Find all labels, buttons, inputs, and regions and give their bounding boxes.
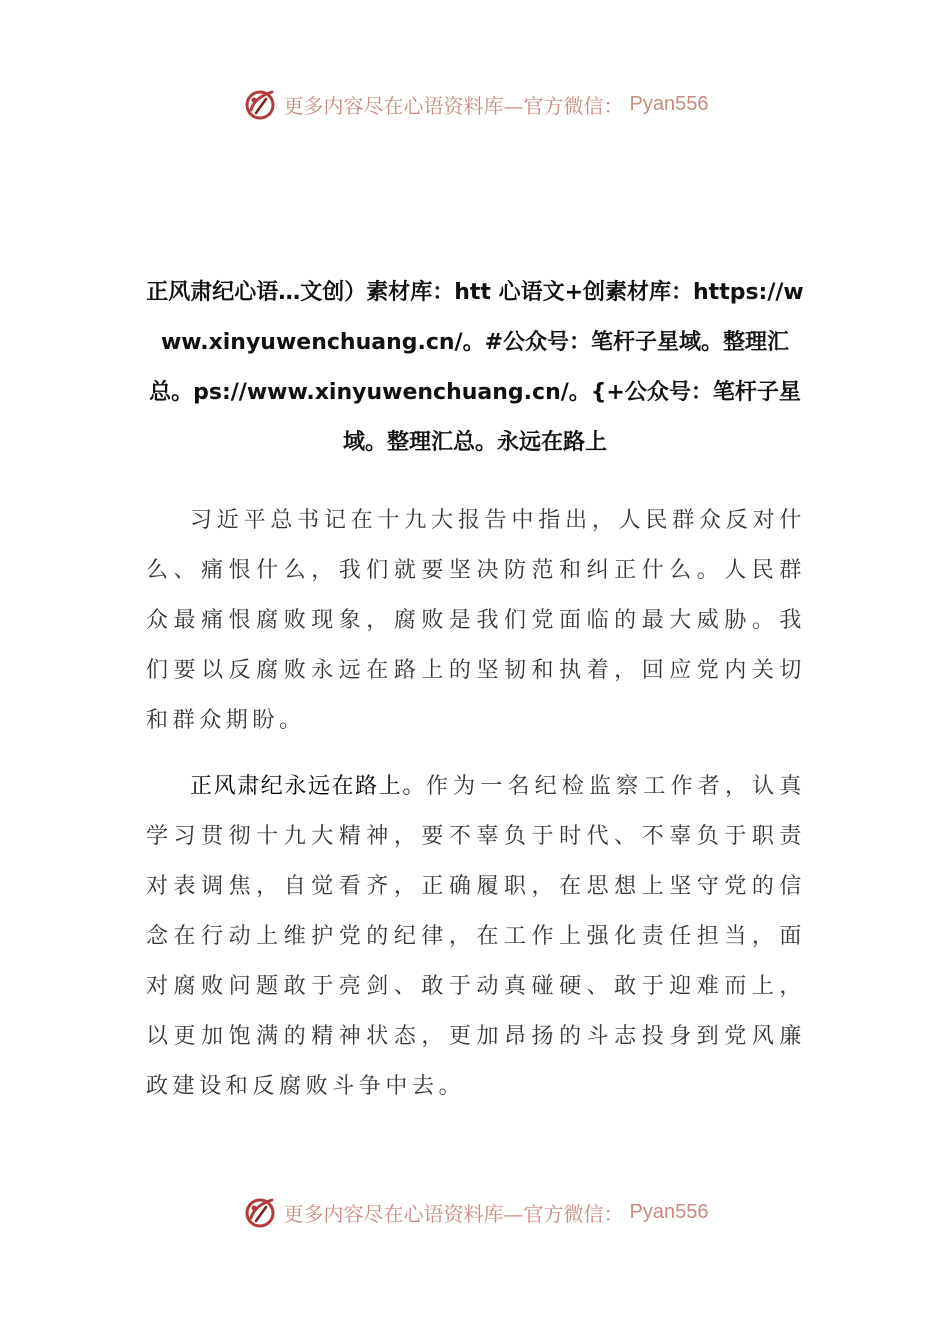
brand-logo-icon [242,86,278,122]
paragraph-2 [146,762,806,1112]
document-title: 正风肃纪心语…文创）素材库：htt 心语文+创素材库：https://www.xinyuwenchuang.cn/。#公众号：笔杆子星域。整理汇总。ps://www.xinyuwenchuang.cn/。{+公众号：笔杆子星域。整理汇总。永远在路上 [146,280,804,455]
paragraph-2-lead: 正风肃纪永远在路上。 [190,774,426,799]
footer-banner-text: 更多内容尽在心语资料库—官方微信： [283,1201,624,1226]
footer-banner-content [242,1194,709,1230]
header-wechat-id: Pyan556 [629,92,709,115]
paragraph-2-rest: 作为一名纪检监察工作者，认真学习贯彻十九大精神，要不辜负于时代、不辜负于职责对表调焦，自觉看齐，正确履职，在思想上坚守党的信念在行动上维护党的纪律，在工作上强化责任担当，面对腐败问题敢于亮剑、敢于动真碰硬、敢于迎难而上，以更加饱满的精神状态，更加昂扬的斗志投身到党风廉政建设和反腐败斗争中去。 [146,774,806,1099]
footer-banner [0,1190,950,1234]
paragraph-1: 习近平总书记在十九大报告中指出，人民群众反对什么、痛恨什么，我们就要坚决防范和纠正什么。人民群众最痛恨腐败现象，腐败是我们党面临的最大威胁。我们要以反腐败永远在路上的坚韧和执着，回应党内关切和群众期盼。 [146,508,806,733]
header-banner [0,82,950,126]
document-body [146,496,806,1128]
brand-logo-icon [242,1194,278,1230]
footer-wechat-id: Pyan556 [629,1200,709,1223]
header-banner-text: 更多内容尽在心语资料库—官方微信： [283,93,624,118]
header-banner-content [242,86,709,122]
